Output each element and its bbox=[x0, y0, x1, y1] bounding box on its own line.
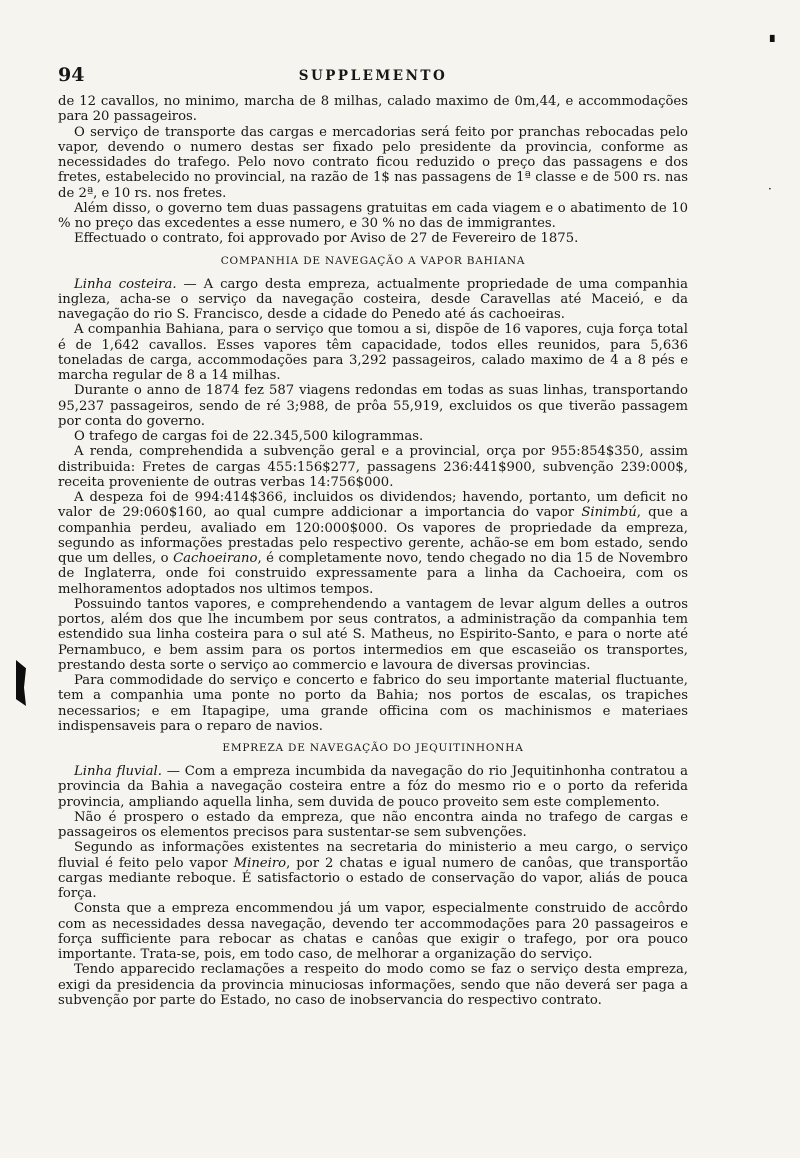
text-run: , é completamente novo, tendo chegado no dia 15 de Novembro de Inglaterra, onde foi construido expressamente para a linha da Cachoeira, com os melhoramentos adoptados nos ultimos tempos. bbox=[58, 551, 688, 597]
paragraph: A companhia Bahiana, para o serviço que tomou a si, dispõe de 16 vapores, cuja força total é de 1,642 cavallos. Esses vapores têm capacidade, todos elles reunidos, para 5,636 toneladas de carga, accommodações para 3,292 passageiros, calado maximo de 4 a 8 pés e marcha regular de 8 a 14 milhas. bbox=[58, 322, 688, 383]
text-run: A despeza foi de 994:414$366, incluidos os dividendos; havendo, portanto, um deficit no valor de 29:060$160, ao qual cumpre addicionar a importancia do vapor bbox=[58, 490, 688, 521]
page-number: 94 bbox=[58, 64, 85, 86]
document-page bbox=[58, 64, 688, 1008]
section-heading: COMPANHIA DE NAVEGAÇÃO A VAPOR BAHIANA bbox=[220, 254, 526, 267]
paragraph bbox=[58, 840, 688, 901]
paragraph: de 12 cavallos, no minimo, marcha de 8 milhas, calado maximo de 0m,44, e accommodações para 20 passageiros. bbox=[58, 94, 688, 125]
lead-label: Linha costeira. bbox=[74, 276, 177, 292]
paragraph: Não é prospero o estado da empreza, que não encontra ainda no trafego de cargas e passageiros os elementos precisos para sustentar-se sem subvenções. bbox=[58, 809, 688, 840]
vessel-name: Mineiro bbox=[233, 855, 287, 871]
paragraph: Effectuado o contrato, foi approvado por Aviso de 27 de Fevereiro de 1875. bbox=[74, 231, 579, 247]
paragraph: Durante o anno de 1874 fez 587 viagens redondas em todas as suas linhas, transportando 95,237 passageiros, sendo de ré 3;988, de prôa 55,919, excluidos os que tiverão passagem por conta do governo. bbox=[58, 383, 688, 429]
paragraph bbox=[58, 277, 688, 323]
margin-speck: · bbox=[768, 182, 772, 196]
paragraph: O serviço de transporte das cargas e mercadorias será feito por pranchas rebocadas pelo vapor, devendo o numero destas ser fixado pelo presidente da provincia, conforme as necessidades do trafego. Pelo novo contrato ficou reduzido o preço das passagens e dos fretes, estabelecido no provincial, na razão de 1$ nas passagens de 1ª classe e de 500 rs. nas de 2ª, e 10 rs. nos fretes. bbox=[58, 124, 688, 201]
paragraph: O trafego de cargas foi de 22.345,500 kilogrammas. bbox=[74, 429, 424, 444]
margin-speck: ▖ bbox=[770, 28, 780, 42]
paragraph: Possuindo tantos vapores, e comprehendendo a vantagem de levar algum delles a outros portos, além dos que lhe incumbem por seus contratos, a administração da companhia tem estendido sua linha costeira para o sul até S. Matheus, no Espirito-Santo, e para o norte até Pernambuco, e bem assim para os portos intermedios em que escaseião os transportes, prestando desta sorte o serviço ao commercio e lavoura de diversas provincias. bbox=[58, 596, 688, 673]
page-header bbox=[58, 64, 688, 90]
paragraph: Consta que a empreza encommendou já um vapor, especialmente construido de accôrdo com as necessidades dessa navegação, devendo ter accommodações para 20 passageiros e força sufficiente para rebocar as chatas e canôas que exigir o trafego, por ora pouco importante. Trata-se, pois, em todo caso, de melhorar a organização do serviço. bbox=[58, 901, 688, 962]
lead-label: Linha fluvial. bbox=[74, 764, 162, 779]
paragraph: Tendo apparecido reclamações a respeito do modo como se faz o serviço desta empreza, exigi da presidencia da provincia minuciosas informações, sendo que não deverá ser paga a subvenção por parte do Estado, no caso de inobservancia do respectivo contrato. bbox=[58, 962, 688, 1008]
paragraph bbox=[58, 490, 688, 597]
vessel-name: Cachoeirano bbox=[173, 551, 258, 566]
paragraph: Para commodidade do serviço e concerto e fabrico do seu importante material fluctuante, tem a companhia uma ponte no porto da Bahia; nos portos de escalas, os trapiches necessarios; e em Itapagipe, uma grande officina com os machinismos e materiaes indispensaveis para o reparo de navios. bbox=[58, 673, 688, 734]
lead-text: — A cargo desta empreza, actualmente propriedade de uma companhia ingleza, acha-se o serviço da navegação costeira, desde Caravellas até Maceió, e da navegação do rio S. Francisco, desde a cidade do Penedo até ás cachoeiras. bbox=[58, 276, 688, 322]
running-head: SUPPLEMENTO bbox=[298, 68, 448, 84]
paragraph: A renda, comprehendida a subvenção geral e a provincial, orça por 955:854$350, assim distribuida: Fretes de cargas 455:156$277, passagens 236:441$900, subvenção 239:000$, receita proveniente de outras verbas 14:756$000. bbox=[58, 444, 688, 490]
binding-mark bbox=[16, 660, 26, 706]
lead-text: — Com a empreza incumbida da navegação do rio Jequitinhonha contratou a provincia da Bahia a navegação costeira entre a fóz do mesmo rio e o porto da referida provincia, ampliando aquella linha, sem duvida de pouco proveito sem este complemento. bbox=[58, 764, 689, 810]
text-run: Segundo as informações existentes na secretaria do ministerio a meu cargo, o serviço fluvial é feito pelo vapor bbox=[58, 840, 688, 871]
text-run: , por 2 chatas e igual numero de canôas, que transportão cargas mediante reboque. É satisfactorio o estado de conservação do vapor, aliás de pouca força. bbox=[58, 855, 688, 901]
section-heading: EMPREZA DE NAVEGAÇÃO DO JEQUITINHONHA bbox=[222, 742, 524, 754]
vessel-name: Sinimbú bbox=[581, 505, 637, 521]
paragraph bbox=[58, 764, 688, 810]
paragraph: Além disso, o governo tem duas passagens gratuitas em cada viagem e o abatimento de 10 % no preço das excedentes a esse numero, e 30 % no das de immigrantes. bbox=[58, 200, 688, 231]
text-run: , que a companhia perdeu, avaliado em 120:000$000. Os vapores de propriedade da empreza, segundo as informações prestadas pelo respectivo gerente, achão-se em bom estado, sendo que um delles, o bbox=[58, 505, 688, 566]
